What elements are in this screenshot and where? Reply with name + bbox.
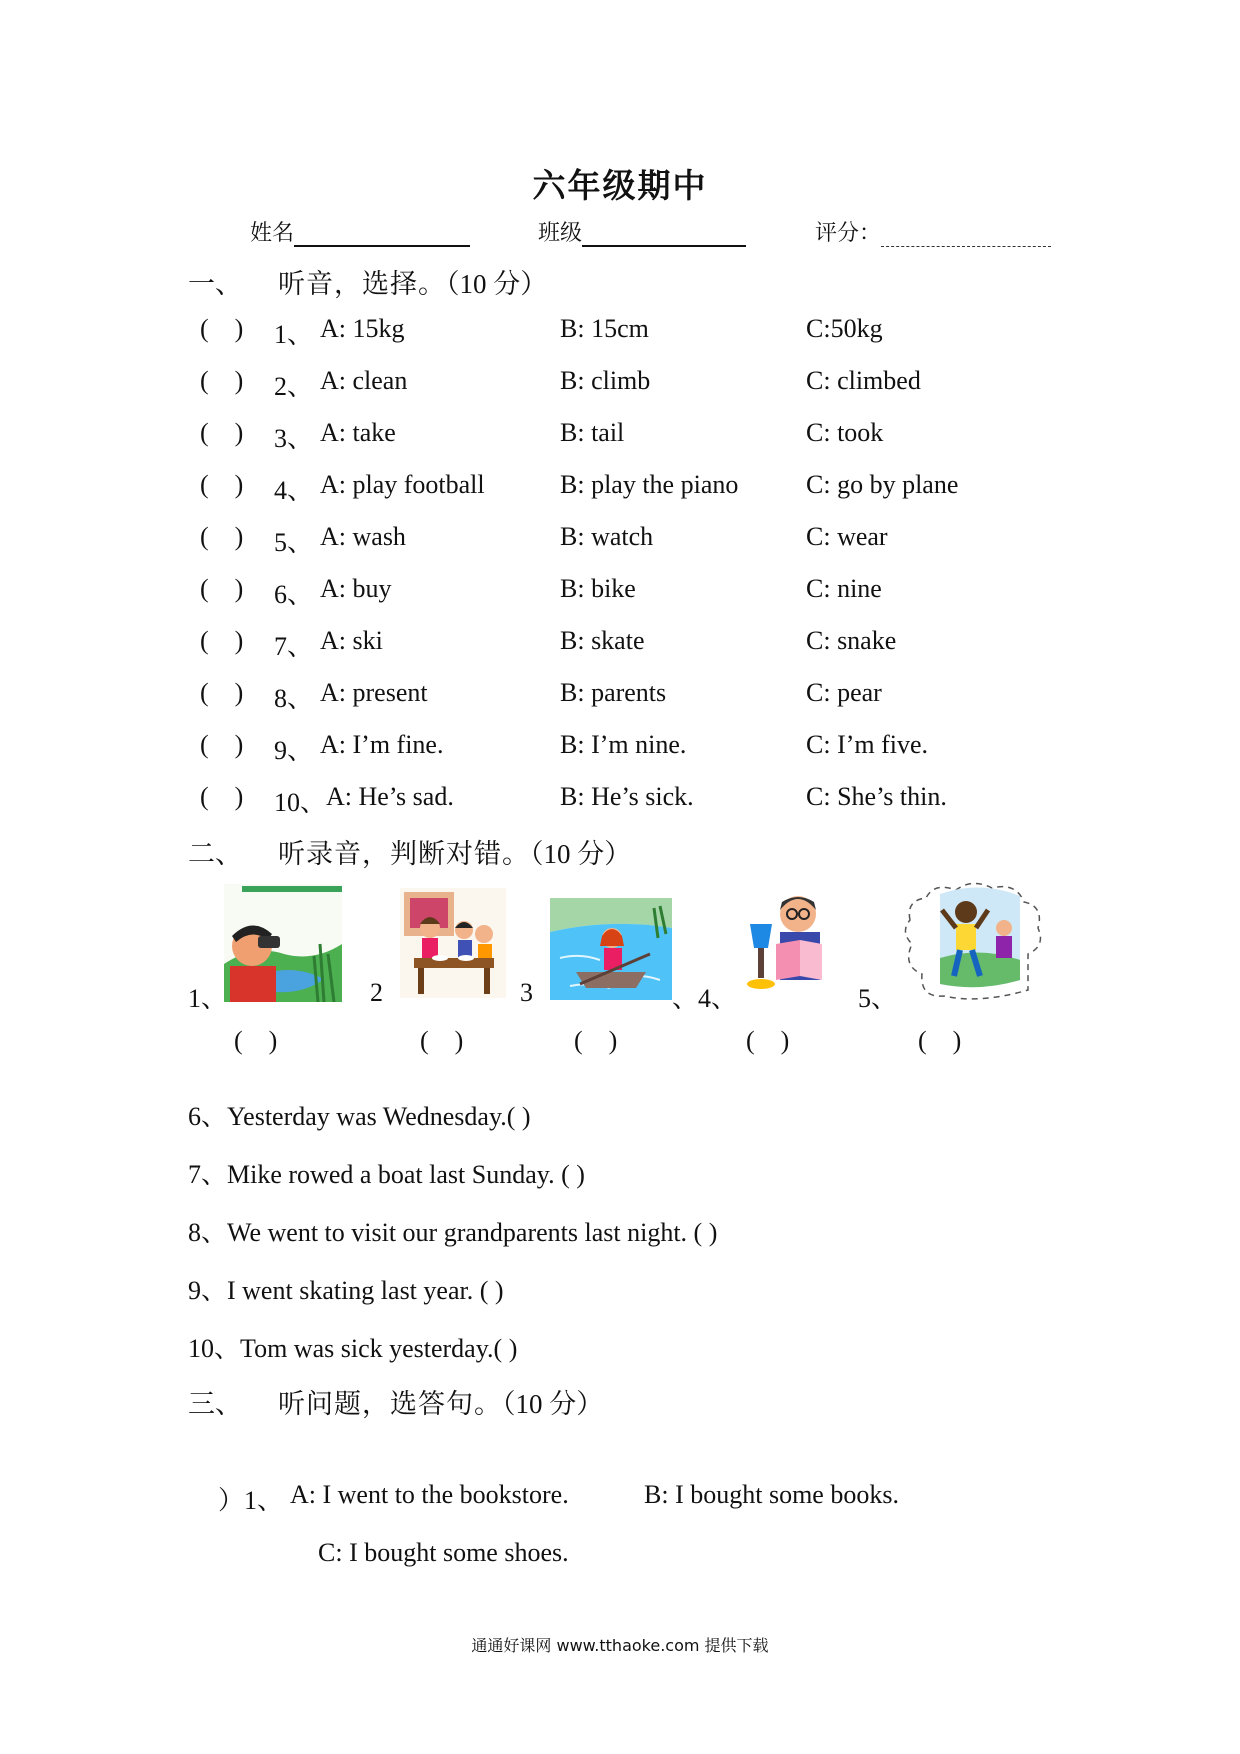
picture-2-answer[interactable]: ( ) bbox=[420, 1026, 464, 1055]
score-blank[interactable] bbox=[881, 224, 1051, 247]
picture-3-label: 3 bbox=[520, 978, 533, 1007]
score-label: 评分： bbox=[815, 221, 882, 246]
section-3-number: 三、 bbox=[188, 1389, 242, 1420]
answer-paren[interactable]: ( ) bbox=[200, 678, 244, 707]
option-a: A: 15kg bbox=[320, 314, 405, 343]
s3-q1-prefix: ）1、 bbox=[218, 1486, 284, 1515]
children-playing-picture bbox=[900, 880, 1046, 1000]
option-b: B: He’s sick. bbox=[560, 782, 694, 811]
page-title: 六年级期中 bbox=[532, 166, 708, 205]
question-number: 5、 bbox=[274, 528, 314, 557]
score-field bbox=[815, 216, 1051, 247]
s3-q1-option-b: B: I bought some books. bbox=[644, 1480, 899, 1509]
answer-paren[interactable]: ( ) bbox=[200, 418, 244, 447]
option-a: A: play football bbox=[320, 470, 485, 499]
picture-5-label: 5、 bbox=[858, 984, 898, 1013]
name-label: 姓名 bbox=[250, 221, 295, 246]
option-b: B: watch bbox=[560, 522, 654, 551]
name-field bbox=[250, 216, 470, 247]
tf-sentence-9: 9、I went skating last year. ( ) bbox=[188, 1276, 504, 1305]
answer-paren[interactable]: ( ) bbox=[200, 574, 244, 603]
section-1-points: （10 分） bbox=[446, 269, 548, 299]
option-a: A: I’m fine. bbox=[320, 730, 444, 759]
question-number: 8、 bbox=[274, 684, 314, 713]
section-1-number: 一、 bbox=[188, 269, 242, 300]
class-label: 班级 bbox=[538, 221, 583, 246]
answer-paren[interactable]: ( ) bbox=[200, 730, 244, 759]
question-number: 6、 bbox=[274, 580, 314, 609]
option-c: C: wear bbox=[806, 522, 888, 551]
answer-paren[interactable]: ( ) bbox=[200, 470, 244, 499]
section-1-instruction: 听音，选择。 bbox=[278, 269, 446, 300]
option-a: A: buy bbox=[320, 574, 392, 603]
option-c: C: took bbox=[806, 418, 884, 447]
option-b: B: I’m nine. bbox=[560, 730, 687, 759]
option-a: A: present bbox=[320, 678, 428, 707]
picture-5-answer[interactable]: ( ) bbox=[918, 1026, 962, 1055]
section-3-heading bbox=[188, 1382, 603, 1421]
section-3-points: （10 分） bbox=[502, 1389, 604, 1419]
option-c: C: climbed bbox=[806, 366, 921, 395]
option-a: A: clean bbox=[320, 366, 408, 395]
option-b: B: climb bbox=[560, 366, 651, 395]
answer-paren[interactable]: ( ) bbox=[200, 522, 244, 551]
section-1-heading bbox=[188, 262, 547, 301]
option-c: C: pear bbox=[806, 678, 882, 707]
option-a: A: wash bbox=[320, 522, 406, 551]
tf-sentence-6: 6、Yesterday was Wednesday.( ) bbox=[188, 1102, 531, 1131]
reading-boy-picture bbox=[742, 888, 834, 996]
tf-sentence-8: 8、We went to visit our grandparents last night. ( ) bbox=[188, 1218, 718, 1247]
option-a: A: take bbox=[320, 418, 396, 447]
option-c: C: snake bbox=[806, 626, 897, 655]
option-a: A: He’s sad. bbox=[326, 782, 454, 811]
answer-paren[interactable]: ( ) bbox=[200, 626, 244, 655]
question-number: 9、 bbox=[274, 736, 314, 765]
family-dinner-picture bbox=[400, 888, 506, 998]
picture-1-label: 1、 bbox=[188, 984, 228, 1013]
option-b: B: play the piano bbox=[560, 470, 739, 499]
option-b: B: bike bbox=[560, 574, 636, 603]
option-b: B: skate bbox=[560, 626, 645, 655]
answer-paren[interactable]: ( ) bbox=[200, 314, 244, 343]
s3-q1-option-c: C: I bought some shoes. bbox=[318, 1538, 569, 1567]
picture-4-label: 、4、 bbox=[672, 984, 738, 1013]
question-number: 4、 bbox=[274, 476, 314, 505]
question-number: 3、 bbox=[274, 424, 314, 453]
picture-1-answer[interactable]: ( ) bbox=[234, 1026, 278, 1055]
answer-paren[interactable]: ( ) bbox=[200, 782, 244, 811]
question-number: 2、 bbox=[274, 372, 314, 401]
s3-q1-option-a: A: I went to the bookstore. bbox=[290, 1480, 569, 1509]
section-2-points: （10 分） bbox=[530, 839, 632, 869]
option-b: B: tail bbox=[560, 418, 625, 447]
class-field bbox=[538, 216, 746, 247]
picture-2-label: 2 bbox=[370, 978, 383, 1007]
section-2-number: 二、 bbox=[188, 839, 242, 870]
tf-sentence-7: 7、Mike rowed a boat last Sunday. ( ) bbox=[188, 1160, 585, 1189]
answer-paren[interactable]: ( ) bbox=[200, 366, 244, 395]
option-b: B: 15cm bbox=[560, 314, 649, 343]
option-c: C: She’s thin. bbox=[806, 782, 947, 811]
footer-note: 通通好课网 www.tthaoke.com 提供下载 bbox=[471, 1636, 769, 1655]
option-c: C: I’m five. bbox=[806, 730, 929, 759]
option-a: A: ski bbox=[320, 626, 383, 655]
binoculars-boy-picture bbox=[224, 884, 342, 1002]
rowing-boat-picture bbox=[550, 898, 672, 1000]
option-b: B: parents bbox=[560, 678, 667, 707]
picture-4-answer[interactable]: ( ) bbox=[746, 1026, 790, 1055]
section-2-heading bbox=[188, 832, 631, 871]
question-number: 10、 bbox=[274, 788, 327, 817]
section-3-instruction: 听问题，选答句。 bbox=[278, 1389, 502, 1420]
name-blank[interactable] bbox=[294, 223, 470, 247]
picture-3-answer[interactable]: ( ) bbox=[574, 1026, 618, 1055]
tf-sentence-10: 10、Tom was sick yesterday.( ) bbox=[188, 1334, 518, 1363]
section-2-instruction: 听录音，判断对错。 bbox=[278, 839, 530, 870]
question-number: 7、 bbox=[274, 632, 314, 661]
question-number: 1、 bbox=[274, 320, 314, 349]
option-c: C: go by plane bbox=[806, 470, 959, 499]
class-blank[interactable] bbox=[582, 223, 746, 247]
option-c: C: nine bbox=[806, 574, 882, 603]
option-c: C:50kg bbox=[806, 314, 883, 343]
